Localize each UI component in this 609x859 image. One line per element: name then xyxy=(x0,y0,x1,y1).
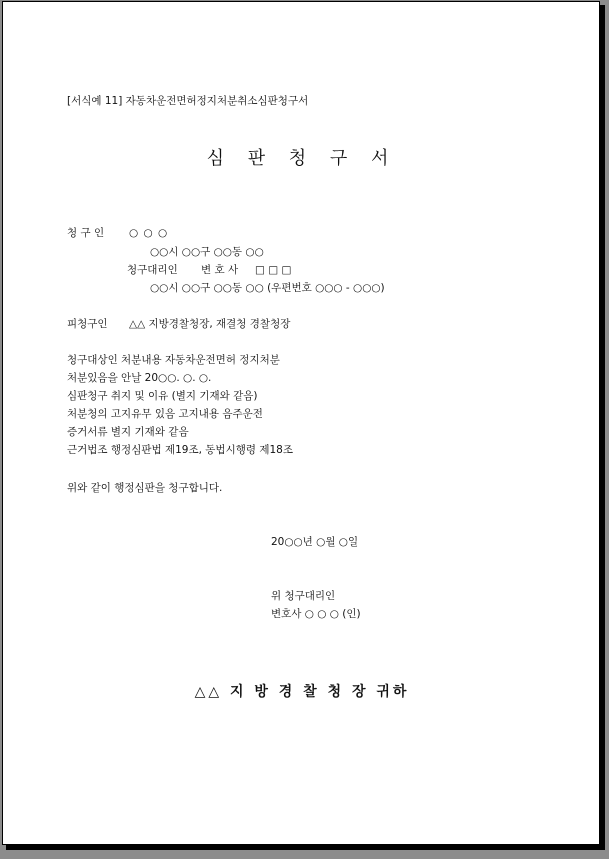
detail-legal-basis: 근거법조 행정심판법 제19조, 동법시행령 제18조 xyxy=(67,444,293,456)
detail-purpose: 심판청구 취지 및 이유 (별지 기재와 같음) xyxy=(67,390,258,402)
detail-evidence: 증거서류 별지 기재와 같음 xyxy=(67,426,189,438)
detail-notice: 처분청의 고지유무 있음 고지내용 음주운전 xyxy=(67,408,263,420)
filing-date: 20○○년 ○월 ○일 xyxy=(271,536,359,548)
agent-address: ○○시 ○○구 ○○동 ○○ (우편번호 ○○○ - ○○○) xyxy=(150,282,385,294)
form-label: [서식예 11] 자동차운전면허정지처분취소심판청구서 xyxy=(67,95,309,107)
agent-name: □ □ □ xyxy=(255,264,292,276)
claimant-address: ○○시 ○○구 ○○동 ○○ xyxy=(150,246,264,258)
addressee: △△ 지 방 경 찰 청 장 귀하 xyxy=(194,684,410,700)
page-shadow-right xyxy=(600,5,605,850)
agent-title: 변 호 사 xyxy=(201,264,239,276)
respondent-value: △△ 지방경찰청장, 재결청 경찰청장 xyxy=(129,318,291,330)
document-title: 심 판 청 구 서 xyxy=(206,148,398,169)
agent-label: 청구대리인 xyxy=(127,264,178,276)
page-shadow-bottom xyxy=(6,845,605,850)
signature-name: 변호사 ○ ○ ○ (인) xyxy=(271,608,361,620)
claimant-name: ○ ○ ○ xyxy=(129,227,169,239)
request-statement: 위와 같이 행정심판을 청구합니다. xyxy=(67,482,223,494)
document-page xyxy=(2,1,600,845)
respondent-label: 피청구인 xyxy=(67,318,108,330)
detail-disposition: 청구대상인 처분내용 자동차운전면허 정지처분 xyxy=(67,354,280,366)
signature-role: 위 청구대리인 xyxy=(271,590,336,602)
claimant-label: 청 구 인 xyxy=(67,227,105,239)
detail-date-known: 처분있음을 안날 20○○. ○. ○. xyxy=(67,372,212,384)
